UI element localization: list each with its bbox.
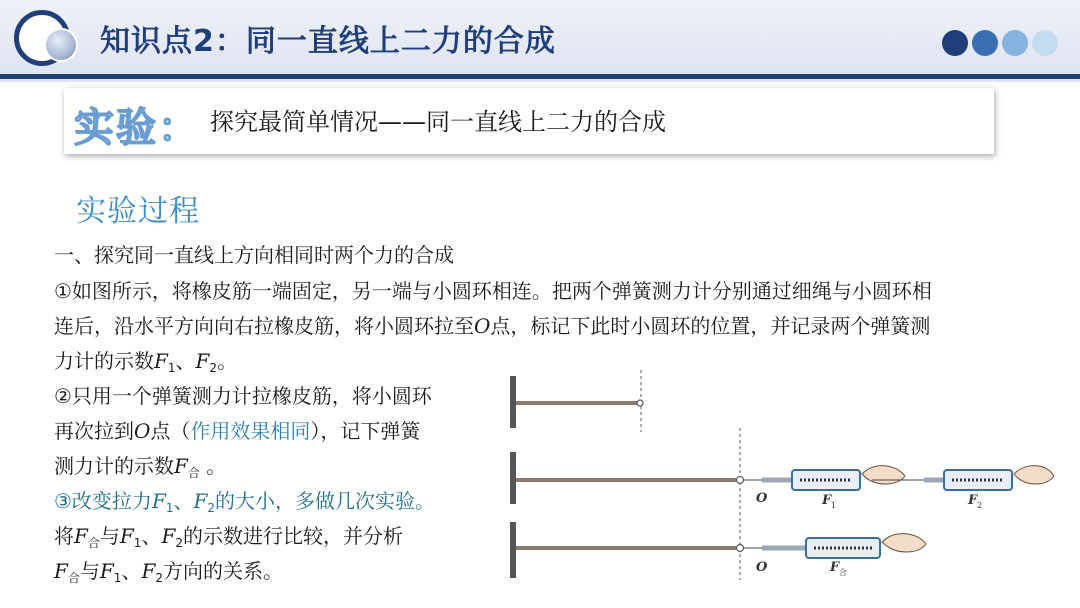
text-segment: ③改变拉力	[54, 489, 152, 513]
text-segment: ），记下弹簧	[310, 419, 421, 443]
text-segment: 与	[79, 559, 100, 583]
text-segment: 方向的关系。	[162, 559, 283, 583]
text-segment: 点，标记下此时小圆环的位置，并记录两个弹簧测	[490, 314, 931, 338]
text-segment: 与	[99, 524, 120, 548]
force-symbol: F	[154, 349, 168, 373]
text-segment: 的大小，多做几次实验。	[215, 489, 435, 513]
step3-line1	[54, 486, 435, 523]
force-subscript: 1	[113, 571, 122, 585]
label-fhe: F	[830, 560, 840, 575]
label-fhe-sub: 合	[839, 568, 847, 577]
step3-line2	[54, 521, 403, 558]
point-o-symbol: O	[134, 419, 151, 443]
hand-icon	[1014, 466, 1054, 484]
force-subscript: 1	[165, 501, 174, 515]
text-segment: 再次拉到	[54, 419, 134, 443]
step2-line2	[54, 416, 420, 446]
label-f2-sub: 2	[977, 501, 983, 510]
step2-line1: ②只用一个弹簧测力计拉橡皮筋，将小圆环	[54, 384, 432, 408]
force-symbol: F	[161, 524, 176, 548]
force-symbol: F	[119, 524, 134, 548]
ring-2	[737, 477, 744, 484]
separator: 、	[141, 524, 162, 548]
step1-line3	[54, 346, 237, 383]
force-subscript: 合	[87, 536, 100, 550]
force-symbol: F	[141, 559, 156, 583]
separator: 、	[173, 489, 194, 513]
force-subscript: 2	[209, 361, 218, 375]
label-f1: F	[822, 493, 832, 508]
dot-1	[942, 30, 968, 56]
experiment-diagram	[500, 370, 1060, 595]
force-symbol: F	[74, 524, 88, 548]
force-symbol: F	[99, 559, 114, 583]
force-symbol: F	[195, 349, 210, 373]
text-segment: 将	[54, 524, 74, 548]
period: 。	[199, 454, 227, 478]
force-subscript: 2	[175, 536, 183, 550]
force-subscript: 2	[207, 501, 215, 515]
step1-line2	[54, 311, 930, 341]
period: 。	[217, 349, 238, 373]
point-o-symbol: O	[474, 314, 491, 338]
force-subscript: 合	[67, 571, 80, 585]
page-title: 知识点2：同一直线上二力的合成	[100, 24, 556, 59]
force-symbol: F	[174, 454, 188, 478]
label-f2: F	[968, 493, 978, 508]
logo-ball-icon	[44, 28, 78, 62]
text-segment: 连后，沿水平方向向右拉橡皮筋，将小圆环拉至	[54, 314, 474, 338]
wall-2	[510, 452, 516, 504]
same-effect-highlight: 作用效果相同	[190, 419, 311, 443]
dot-3	[1002, 30, 1028, 56]
text-segment: 的示数进行比较，并分析	[182, 524, 403, 548]
header-divider	[0, 74, 1080, 79]
force-subscript: 合	[187, 466, 200, 480]
decorative-dots	[942, 30, 1058, 56]
experiment-label: 实验：	[74, 105, 200, 151]
force-subscript: 1	[133, 536, 142, 550]
force-symbol: F	[151, 489, 166, 513]
experiment-description: 探究最简单情况——同一直线上二力的合成	[210, 108, 666, 136]
separator: 、	[175, 349, 196, 373]
text-segment: 力计的示数	[54, 349, 154, 373]
force-subscript: 2	[155, 571, 163, 585]
ring-1	[637, 400, 643, 406]
force-subscript: 1	[167, 361, 176, 375]
step1-line1: ①如图所示，将橡皮筋一端固定，另一端与小圆环相连。把两个弹簧测力计分别通过细绳与小圆环相	[54, 279, 932, 303]
wall-1	[510, 376, 516, 428]
step3-line3	[54, 556, 283, 593]
ring-3	[737, 545, 744, 552]
dot-4	[1032, 30, 1058, 56]
section-title: 实验过程	[76, 194, 200, 229]
hand-icon	[882, 534, 926, 552]
step2-line3	[54, 451, 226, 488]
label-f1-sub: 1	[831, 501, 837, 510]
dot-2	[972, 30, 998, 56]
force-symbol: F	[54, 559, 68, 583]
label-o-row3: O	[756, 560, 768, 575]
force-symbol: F	[193, 489, 208, 513]
separator: 、	[121, 559, 142, 583]
experiment-box	[64, 88, 994, 154]
text-segment: 点（	[150, 419, 191, 443]
wall-3	[510, 522, 516, 578]
label-o-row2: O	[756, 491, 768, 506]
text-segment: 测力计的示数	[54, 454, 174, 478]
step-heading: 一、探究同一直线上方向相同时两个力的合成	[54, 243, 454, 267]
hand-icon	[862, 466, 905, 484]
